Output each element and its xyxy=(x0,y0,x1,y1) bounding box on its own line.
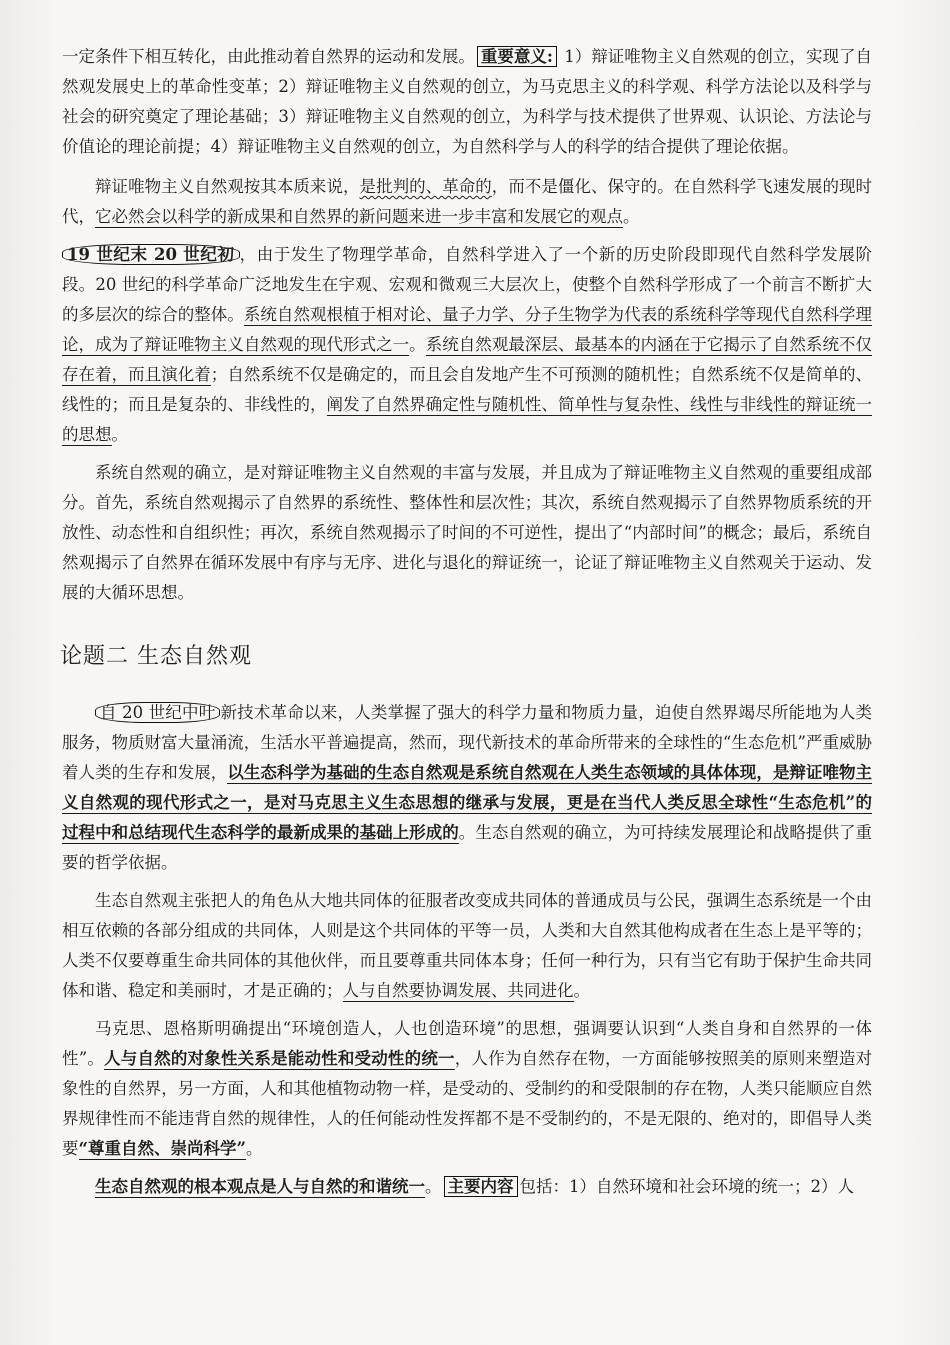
underlined-text: 生态自然观的根本观点是人与自然的和谐统一 xyxy=(95,1177,425,1196)
paragraph-ecology-community xyxy=(62,886,872,1006)
section-heading: 论题二 生态自然观 xyxy=(60,644,252,669)
text: 包括：1）自然环境和社会环境的统一；2）人 xyxy=(519,1177,854,1196)
paragraph-significance xyxy=(62,42,872,162)
paragraph-system-establishment: 系统自然观的确立，是对辩证唯物主义自然观的丰富与发展，并且成为了辩证唯物主义自然观的重要组成部分。首先，系统自然观揭示了自然界的系统性、整体性和层次性；其次，系统自然观揭示了自然界物质系统的开放性、动态性和自组织性；再次，系统自然观揭示了时间的不可逆性，提出了“内部时间”的概念；最后，系统自然观揭示了自然界在循环发展中有序与无序、进化与退化的辩证统一，论证了辩证唯物主义自然观关于运动、发展的大循环思想。 xyxy=(62,463,872,602)
text: 。 xyxy=(425,1177,442,1196)
text: 1）辩证唯物主义自然观的创立，实现了自然观发展史上的革命性变革；2）辩证唯物主义自然观的创立，为马克思主义的科学观、科学方法论以及科学与社会的研究奠定了理论基础；3）辩证唯物主义自然观的创立，为科学与技术提供了世界观、认识论、方法论与价值论的理论前提；4）辩证唯物主义自然观的创立，为自然科学与人的科学的结合提供了理论依据。 xyxy=(62,47,873,156)
document-body xyxy=(62,42,872,1210)
text: ；自然系统不仅是确定的，而且会自发地产生不可预测的随机性；自然系统不仅是简单的、线性的；而且是复杂的、非线性的， xyxy=(62,365,872,414)
underlined-text: 人与自然的对象性关系是能动性和受动性的统一 xyxy=(104,1049,455,1068)
text: ，人作为自然存在物，一方面能够按照美的原则来塑造对象性的自然界，另一方面，人和其他植物动物一样，是受动的、受制约的和受限制的存在物，人类只能顺应自然界规律性而不能违背自然的规律性，人的任何能动性发挥都不是不受制约的，不是无限的、绝对的，即倡导人类要 xyxy=(62,1049,873,1158)
paragraph-system-view xyxy=(62,240,872,450)
text: ，由于发生了物理学革命，自然科学进入了一个新的历史阶段即现代自然科学发展阶段。20 世纪的科学革命广泛地发生在宇观、宏观和微观三大层次上，使整个自然科学形成了一个前言不断扩大的多层次的综合的整体。 xyxy=(62,245,872,324)
paragraph-ecology-intro xyxy=(62,698,872,878)
underlined-text: 以生态科学为基础的生态自然观是系统自然观在人类生态领域的具体体现，是辩证唯物主义自然观的现代形式之一，是对马克思主义生态思想的继承与发展，更是在当代人类反思全球性“生态危机”的过程中和总结现代生态科学的最新成果的基础上形成的 xyxy=(62,763,872,842)
boxed-label-content: 主要内容 xyxy=(444,1176,518,1197)
paragraph-nature xyxy=(62,172,872,232)
text: 。 xyxy=(573,981,590,1000)
underlined-text: 系统自然观根植于相对论、量子力学、分子生物学为代表的系统科学等现代自然科学理论，成为了辩证唯物主义自然观的现代形式之一 xyxy=(62,305,872,354)
text: 一定条件下相互转化，由此推动着自然界的运动和发展。 xyxy=(62,47,475,66)
underlined-text: 它必然会以科学的新成果和自然界的新问题来进一步丰富和发展它的观点 xyxy=(95,207,623,226)
text: 。 xyxy=(111,425,128,444)
text: 生态自然观主张把人的角色从大地共同体的征服者改变成共同体的普通成员与公民，强调生态系统是一个由相互依赖的各部分组成的共同体，人则是这个共同体的平等一员，人类和大自然其他构成者在生态上是平等的；人类不仅要尊重生命共同体的其他伙伴，而且要尊重共同体本身；任何一种行为，只有当它有助于保护生命共同体和谐、稳定和美丽时，才是正确的； xyxy=(62,891,872,1000)
paragraph-harmony xyxy=(62,1172,872,1202)
paragraph-marx-engels xyxy=(62,1014,872,1164)
underlined-text: 人与自然要协调发展、共同进化 xyxy=(342,981,574,1000)
underlined-text: 阐发了自然界确定性与随机性、简单性与复杂性、线性与非线性的辩证统一的思想 xyxy=(62,395,872,444)
text: 新技术革命以来，人类掌握了强大的科学力量和物质力量，迫使自然界竭尽所能地为人类服务，物质财富大量涌流，生活水平普遍提高，然而，现代新技术的革命所带来的全球性的“生态危机”严重威胁着人类的生存和发展， xyxy=(62,703,872,782)
text: 马克思、恩格斯明确提出“环境创造人，人也创造环境”的思想，强调要认识到“人类自身和自然界的一体性”。 xyxy=(62,1019,872,1068)
text: 。生态自然观的确立，为可持续发展理论和战略提供了重要的哲学依据。 xyxy=(62,823,872,872)
circled-date: 自 20 世纪中叶 xyxy=(95,702,220,723)
underlined-text: 是批判的、革命的 xyxy=(359,177,492,196)
text: ，而不是僵化、保守的。在自然科学飞速发展的现时代， xyxy=(62,177,873,226)
text: 。 xyxy=(623,207,640,226)
underlined-text: 系统自然观最深层、最基本的内涵在于它揭示了自然系统不仅存在着，而且演化着 xyxy=(62,335,872,384)
boxed-label-significance: 重要意义: xyxy=(477,46,557,67)
underlined-text: “尊重自然、崇尚科学” xyxy=(78,1139,246,1158)
text: 。 xyxy=(409,335,426,354)
text: 。 xyxy=(245,1139,263,1158)
circled-date: 19 世纪末 20 世纪初 xyxy=(62,244,240,265)
text: 辩证唯物主义自然观按其本质来说， xyxy=(95,177,360,196)
